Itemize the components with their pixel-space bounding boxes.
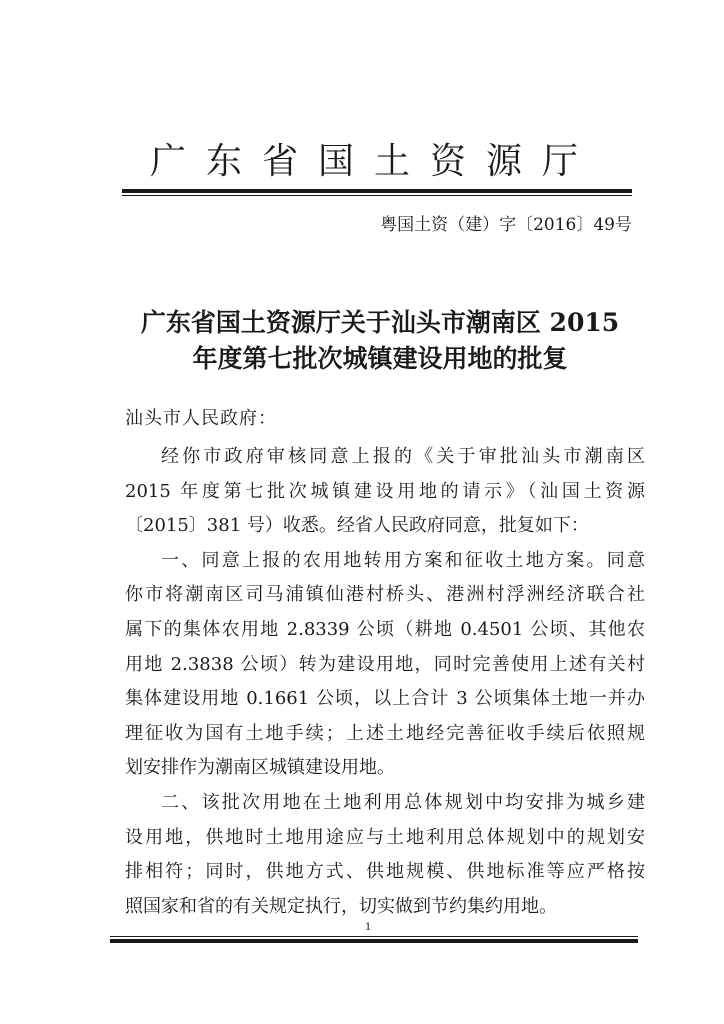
issuing-organization-header: 广东省国土资源厅 [150,141,599,182]
body-line: 理征收为国有土地手续；上述土地经完善征收手续后依照规 [125,722,645,744]
document-title-line-2: 年度第七批次城镇建设用地的批复 [192,344,568,373]
page-number: 1 [365,922,372,933]
footer-rule-thick [110,939,638,943]
body-line: 一、同意上报的农用地转用方案和征收土地方案。同意 [161,549,645,571]
body-line: 〔2015〕381 号）收悉。经省人民政府同意，批复如下： [125,515,589,537]
body-line: 你市将潮南区司马浦镇仙港村桥头、港洲村浮洲经济联合社 [125,584,645,606]
header-rule-thick [122,189,632,193]
body-line: 划安排作为潮南区城镇建设用地。 [125,757,395,779]
body-line: 集体建设用地 0.1661 公顷，以上合计 3 公顷集体土地一并办 [125,688,645,710]
body-line: 用地 2.3838 公顷）转为建设用地，同时完善使用上述有关村 [125,653,645,675]
body-line: 照国家和省的有关规定执行，切实做到节约集约用地。 [125,895,557,917]
addressee: 汕头市人民政府： [125,408,277,429]
body-line: 经你市政府审核同意上报的《关于审批汕头市潮南区 [161,446,645,467]
body-line: 属下的集体农用地 2.8339 公顷（耕地 0.4501 公顷、其他农 [125,618,645,640]
body-line: 二、该批次用地在土地利用总体规划中均安排为城乡建 [161,791,645,813]
body-line: 排相符；同时，供地方式、供地规模、供地标准等应严格按 [125,861,645,883]
footer-rule-thin [110,936,638,937]
body-line: 设用地，供地时土地用途应与土地利用总体规划中的规划安 [125,826,645,848]
document-title [110,305,650,377]
document-number: 粤国土资（建）字〔2016〕49号 [380,215,632,235]
header-rule-thin [122,195,632,196]
document-title-line-1: 广东省国土资源厅关于汕头市潮南区 2015 [140,308,620,337]
body-text [125,440,645,924]
body-line: 2015 年度第七批次城镇建设用地的请示》（汕国土资源 [125,480,645,502]
